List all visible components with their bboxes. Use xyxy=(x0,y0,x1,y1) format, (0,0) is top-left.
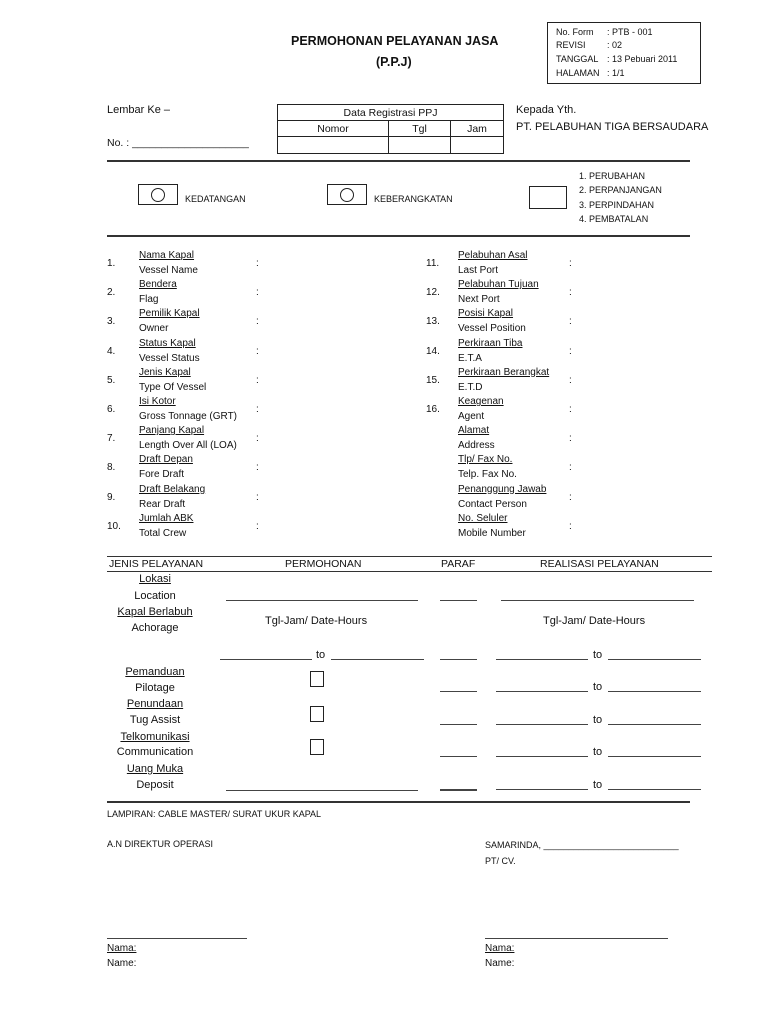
deposit-permohonan-field[interactable] xyxy=(226,790,418,791)
penundaan-label: Penundaan xyxy=(126,698,184,710)
item-number: 3. xyxy=(107,316,116,328)
kedatangan-label: KEDATANGAN xyxy=(185,194,246,204)
item-number: 15. xyxy=(426,374,440,386)
deposit-label: Deposit xyxy=(136,779,174,791)
realisasi-to-field[interactable] xyxy=(608,659,701,660)
item-label-en: Length Over All (LOA) xyxy=(139,440,237,452)
item-label-en: Mobile Number xyxy=(458,527,526,539)
item-number: 6. xyxy=(107,404,116,415)
item-label-en: Total Crew xyxy=(139,527,187,539)
item-colon: : xyxy=(569,433,572,445)
keberangkatan-label: KEBERANGKATAN xyxy=(374,194,453,204)
item-colon: : xyxy=(569,287,572,299)
direktur-label: A.N DIREKTUR OPERASI xyxy=(107,839,214,849)
option-perubahan: 1. PERUBAHAN xyxy=(579,171,646,181)
item-label-id: Panjang Kapal xyxy=(139,425,205,437)
to-label: to xyxy=(593,714,603,726)
item-label-en: Last Port xyxy=(458,265,499,276)
services-header-line xyxy=(107,571,712,572)
item-colon: : xyxy=(569,404,572,415)
tanggal-key: TANGGAL xyxy=(556,54,599,64)
tanggal-val: : 13 Pebuari 2011 xyxy=(607,54,678,64)
date-from-field[interactable] xyxy=(220,659,312,660)
item-colon: : xyxy=(569,462,572,474)
item-label-en: Telp. Fax No. xyxy=(458,469,517,481)
tgl-jam-realisasi: Tgl-Jam/ Date-Hours xyxy=(543,615,646,627)
item-label-en: Address xyxy=(458,440,495,452)
form-subtitle: (P.P.J) xyxy=(376,55,412,69)
realisasi-from-field[interactable] xyxy=(496,756,588,757)
nama-left: Nama: xyxy=(107,943,137,954)
item-colon: : xyxy=(569,374,572,386)
item-colon: : xyxy=(569,491,572,503)
item-number: 4. xyxy=(107,345,116,357)
item-label-en: E.T.A xyxy=(458,352,482,364)
item-label-id: Nama Kapal xyxy=(139,250,195,261)
registrasi-tgl-value[interactable] xyxy=(389,137,451,154)
item-label-id: Jenis Kapal xyxy=(139,366,191,378)
communication-label: Communication xyxy=(116,746,194,758)
revisi-val: : 02 xyxy=(607,40,623,50)
signature-line-right[interactable] xyxy=(485,938,668,939)
registrasi-jam-value[interactable] xyxy=(451,137,504,154)
kepada-company: PT. PELABUHAN TIGA BERSAUDARA xyxy=(516,121,709,133)
registrasi-tgl: Tgl xyxy=(389,121,451,137)
revisi-key: REVISI xyxy=(556,40,586,50)
item-label-id: Pelabuhan Asal xyxy=(458,250,528,261)
header-jenis: JENIS PELAYANAN xyxy=(109,558,204,570)
halaman-val: : 1/1 xyxy=(607,68,625,78)
paraf-field[interactable] xyxy=(440,789,477,790)
item-colon: : xyxy=(256,462,259,474)
to-label: to xyxy=(593,649,603,661)
item-label-id: Posisi Kapal xyxy=(458,308,514,320)
to-label: to xyxy=(593,681,603,693)
realisasi-from-field[interactable] xyxy=(496,691,588,692)
item-label-en: E.T.D xyxy=(458,381,483,393)
item-label-en: Flag xyxy=(139,294,159,306)
name-right: Name: xyxy=(485,958,515,969)
lampiran-text: LAMPIRAN: CABLE MASTER/ SURAT UKUR KAPAL xyxy=(107,809,322,819)
item-label-id: No. Seluler xyxy=(458,512,508,524)
lokasi-permohonan-field[interactable] xyxy=(226,600,418,601)
item-colon: : xyxy=(256,258,259,269)
realisasi-to-field[interactable] xyxy=(608,789,701,790)
radio-circle-icon xyxy=(151,188,165,202)
item-label-id: Alamat xyxy=(458,425,490,437)
lembar-label: Lembar Ke – xyxy=(107,104,170,116)
samarinda-field[interactable]: SAMARINDA, ___________________________ xyxy=(485,840,679,850)
item-number: 14. xyxy=(426,345,440,357)
lokasi-paraf-field[interactable] xyxy=(440,600,477,601)
item-colon: : xyxy=(256,433,259,445)
item-label-id: Perkiraan Berangkat xyxy=(458,366,550,378)
item-number: 1. xyxy=(107,258,116,269)
paraf-field[interactable] xyxy=(440,724,477,725)
item-label-id: Draft Depan xyxy=(139,454,193,466)
realisasi-from-field[interactable] xyxy=(496,724,588,725)
form-info-box xyxy=(547,22,701,84)
item-label-en: Owner xyxy=(139,323,169,335)
keberangkatan-checkbox[interactable] xyxy=(327,184,367,205)
item-label-en: Gross Tonnage (GRT) xyxy=(139,411,238,422)
registrasi-nomor-value[interactable] xyxy=(278,137,389,154)
location-label: Location xyxy=(134,590,176,602)
item-colon: : xyxy=(256,374,259,386)
name-left: Name: xyxy=(107,958,137,969)
realisasi-from-field[interactable] xyxy=(496,659,588,660)
option-pembatalan: 4. PEMBATALAN xyxy=(579,214,649,224)
header-permohonan: PERMOHONAN xyxy=(285,558,362,570)
item-number: 2. xyxy=(107,287,116,299)
to-label: to xyxy=(593,779,603,791)
item-label-en: Next Port xyxy=(458,294,500,306)
registrasi-table xyxy=(277,104,504,154)
item-label-en: Contact Person xyxy=(458,498,527,510)
item-label-id: Pemilik Kapal xyxy=(139,308,200,320)
paraf-field[interactable] xyxy=(440,659,477,660)
item-label-en: Vessel Position xyxy=(458,323,526,335)
item-number: 12. xyxy=(426,287,440,299)
item-colon: : xyxy=(569,316,572,328)
nama-right: Nama: xyxy=(485,943,515,954)
uang-muka-label: Uang Muka xyxy=(126,763,184,775)
form-title: PERMOHONAN PELAYANAN JASA xyxy=(291,34,499,48)
item-colon: : xyxy=(256,287,259,299)
item-colon: : xyxy=(256,345,259,357)
item-colon: : xyxy=(569,258,572,269)
anchorage-label: Achorage xyxy=(131,622,179,634)
to-label: to xyxy=(316,649,326,661)
item-label-id: Draft Belakang xyxy=(139,483,206,495)
item-label-en: Agent xyxy=(458,411,485,422)
item-number: 11. xyxy=(426,258,440,269)
realisasi-to-field[interactable] xyxy=(608,756,701,757)
kepada-label: Kepada Yth. xyxy=(516,104,577,116)
services-top-line xyxy=(107,556,712,557)
item-colon: : xyxy=(569,520,572,532)
paraf-field[interactable] xyxy=(440,756,477,757)
item-label-id: Pelabuhan Tujuan xyxy=(458,279,539,291)
item-number: 9. xyxy=(107,491,116,503)
item-number: 16. xyxy=(426,404,440,415)
divider-top xyxy=(107,160,690,162)
item-label-id: Isi Kotor xyxy=(139,396,176,407)
item-label-id: Penanggung Jawab xyxy=(458,483,547,495)
form-no-val: : PTB - 001 xyxy=(607,27,653,37)
no-field[interactable]: No. : ____________________ xyxy=(107,137,249,149)
telkomunikasi-checkbox[interactable] xyxy=(310,739,324,755)
tug-assist-label: Tug Assist xyxy=(129,714,181,726)
registrasi-nomor: Nomor xyxy=(278,121,389,137)
telkomunikasi-label: Telkomunikasi xyxy=(120,731,190,743)
item-label-id: Tlp/ Fax No. xyxy=(458,454,513,466)
registrasi-jam: Jam xyxy=(451,121,504,137)
item-colon: : xyxy=(569,345,572,357)
item-number: 13. xyxy=(426,316,440,328)
item-label-id: Perkiraan Tiba xyxy=(458,337,523,349)
item-label-en: Fore Draft xyxy=(139,469,185,481)
divider-bottom xyxy=(107,801,690,803)
divider-mid xyxy=(107,235,690,237)
item-label-en: Type Of Vessel xyxy=(139,381,207,393)
penundaan-checkbox[interactable] xyxy=(310,706,324,722)
item-number: 5. xyxy=(107,374,116,386)
item-colon: : xyxy=(256,520,259,532)
header-realisasi: REALISASI PELAYANAN xyxy=(540,558,659,570)
signature-line-left[interactable] xyxy=(107,938,247,939)
realisasi-to-field[interactable] xyxy=(608,724,701,725)
change-type-box[interactable] xyxy=(529,186,567,209)
ptcv-label: PT/ CV. xyxy=(485,856,516,866)
form-no-key: No. Form xyxy=(556,27,594,37)
item-label-en: Vessel Name xyxy=(139,265,198,276)
tgl-jam-permohonan: Tgl-Jam/ Date-Hours xyxy=(265,615,368,627)
item-label-en: Rear Draft xyxy=(139,498,186,510)
header-paraf: PARAF xyxy=(441,558,476,570)
pemanduan-label: Pemanduan xyxy=(125,666,185,678)
lokasi-realisasi-field[interactable] xyxy=(501,600,694,601)
to-label: to xyxy=(593,746,603,758)
item-label-id: Jumlah ABK xyxy=(139,512,194,524)
item-label-id: Keagenan xyxy=(458,396,504,407)
item-colon: : xyxy=(256,491,259,503)
halaman-key: HALAMAN xyxy=(556,68,600,78)
item-label-en: Vessel Status xyxy=(139,352,200,364)
item-colon: : xyxy=(256,404,259,415)
kapal-berlabuh-label: Kapal Berlabuh xyxy=(117,606,193,618)
date-to-field[interactable] xyxy=(331,659,424,660)
paraf-field[interactable] xyxy=(440,691,477,692)
item-number: 10. xyxy=(107,520,121,532)
option-perpanjangan: 2. PERPANJANGAN xyxy=(579,185,662,195)
lokasi-label: Lokasi xyxy=(139,573,171,585)
item-colon: : xyxy=(256,316,259,328)
radio-circle-icon xyxy=(340,188,354,202)
paraf-field[interactable] xyxy=(440,790,477,791)
item-label-id: Status Kapal xyxy=(139,337,196,349)
item-number: 7. xyxy=(107,433,116,445)
pemanduan-checkbox[interactable] xyxy=(310,671,324,687)
item-label-id: Bendera xyxy=(139,279,177,291)
option-perpindahan: 3. PERPINDAHAN xyxy=(579,200,655,210)
item-number: 8. xyxy=(107,462,116,474)
pilotage-label: Pilotage xyxy=(135,682,175,694)
kedatangan-checkbox[interactable] xyxy=(138,184,178,205)
realisasi-to-field[interactable] xyxy=(608,691,701,692)
realisasi-from-field[interactable] xyxy=(496,789,588,790)
registrasi-title: Data Registrasi PPJ xyxy=(278,105,504,121)
